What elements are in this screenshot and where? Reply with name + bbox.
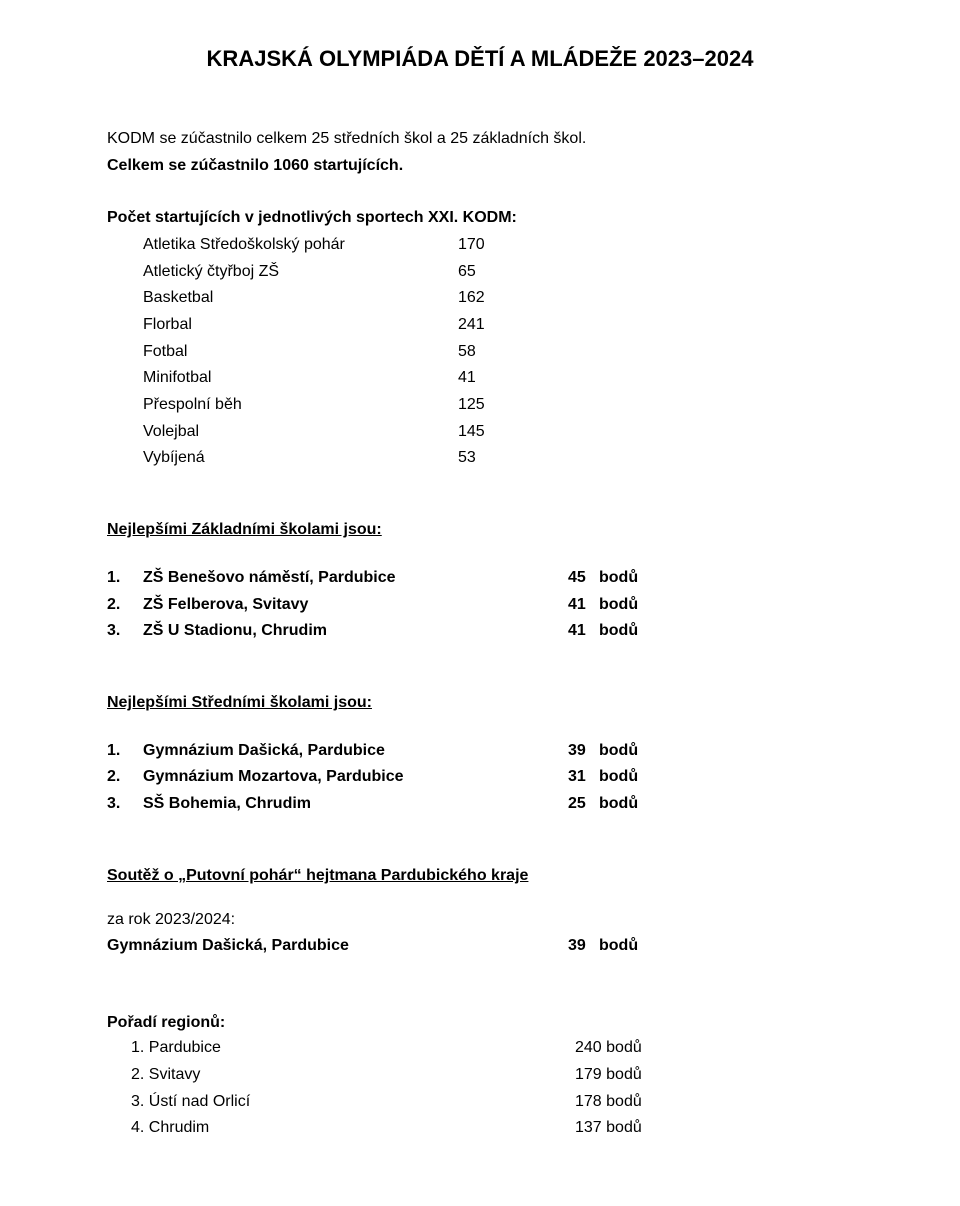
sport-name: Volejbal: [143, 423, 200, 440]
school-points: 31: [568, 768, 586, 785]
sport-count: 241: [458, 316, 485, 333]
school-name: ZŠ Benešovo náměstí, Pardubice: [143, 569, 396, 586]
sport-count: 53: [458, 449, 476, 466]
school-points: 45: [568, 569, 586, 586]
school-name: ZŠ U Stadionu, Chrudim: [143, 622, 327, 639]
points-unit: bodů: [599, 937, 639, 954]
school-points: 41: [568, 622, 586, 639]
school-name: SŠ Bohemia, Chrudim: [143, 795, 312, 812]
intro-line-1: KODM se zúčastnilo celkem 25 středních škol a 25 základních škol.: [107, 130, 587, 147]
sport-count: 58: [458, 343, 476, 360]
sport-count: 162: [458, 289, 485, 306]
region-label: 3. Ústí nad Orlicí: [131, 1093, 251, 1110]
sport-count: 65: [458, 263, 476, 280]
points-unit: bodů: [599, 795, 639, 812]
sport-name: Minifotbal: [143, 369, 212, 386]
rank-number: 3.: [107, 795, 121, 812]
region-label: 1. Pardubice: [131, 1039, 221, 1056]
school-name: Gymnázium Dašická, Pardubice: [143, 742, 385, 759]
rank-number: 1.: [107, 742, 121, 759]
region-label: 4. Chrudim: [131, 1119, 210, 1136]
rank-number: 3.: [107, 622, 121, 639]
region-points: 179 bodů: [575, 1066, 642, 1083]
sport-count: 170: [458, 236, 485, 253]
cup-heading: Soutěž o „Putovní pohár“ hejtmana Pardubického kraje: [107, 867, 529, 884]
rank-number: 2.: [107, 768, 121, 785]
primary-heading: Nejlepšími Základními školami jsou:: [107, 521, 382, 538]
school-points: 25: [568, 795, 586, 812]
sports-heading: Počet startujících v jednotlivých sportech XXI. KODM:: [107, 209, 517, 226]
sport-count: 145: [458, 423, 485, 440]
sport-name: Přespolní běh: [143, 396, 242, 413]
sport-name: Florbal: [143, 316, 192, 333]
region-points: 240 bodů: [575, 1039, 642, 1056]
school-name: ZŠ Felberova, Svitavy: [143, 596, 309, 613]
rank-number: 2.: [107, 596, 121, 613]
sport-count: 125: [458, 396, 485, 413]
school-points: 39: [568, 742, 586, 759]
secondary-heading: Nejlepšími Středními školami jsou:: [107, 694, 372, 711]
region-label: 2. Svitavy: [131, 1066, 201, 1083]
cup-winner: Gymnázium Dašická, Pardubice: [107, 937, 349, 954]
intro-line-2: Celkem se zúčastnilo 1060 startujících.: [107, 157, 404, 174]
points-unit: bodů: [599, 622, 639, 639]
regions-heading: Pořadí regionů:: [107, 1014, 226, 1031]
page-title: KRAJSKÁ OLYMPIÁDA DĚTÍ A MLÁDEŽE 2023–2024: [206, 46, 754, 71]
sport-count: 41: [458, 369, 476, 386]
sport-name: Vybíjená: [143, 449, 205, 466]
region-points: 137 bodů: [575, 1119, 642, 1136]
sport-name: Fotbal: [143, 343, 188, 360]
school-points: 41: [568, 596, 586, 613]
rank-number: 1.: [107, 569, 121, 586]
points-unit: bodů: [599, 768, 639, 785]
school-name: Gymnázium Mozartova, Pardubice: [143, 768, 404, 785]
sport-name: Basketbal: [143, 289, 214, 306]
sport-name: Atletický čtyřboj ZŠ: [143, 263, 280, 280]
region-points: 178 bodů: [575, 1093, 642, 1110]
points-unit: bodů: [599, 742, 639, 759]
points-unit: bodů: [599, 569, 639, 586]
points-unit: bodů: [599, 596, 639, 613]
cup-points: 39: [568, 937, 586, 954]
cup-year-label: za rok 2023/2024:: [107, 911, 236, 928]
sport-name: Atletika Středoškolský pohár: [143, 236, 345, 253]
